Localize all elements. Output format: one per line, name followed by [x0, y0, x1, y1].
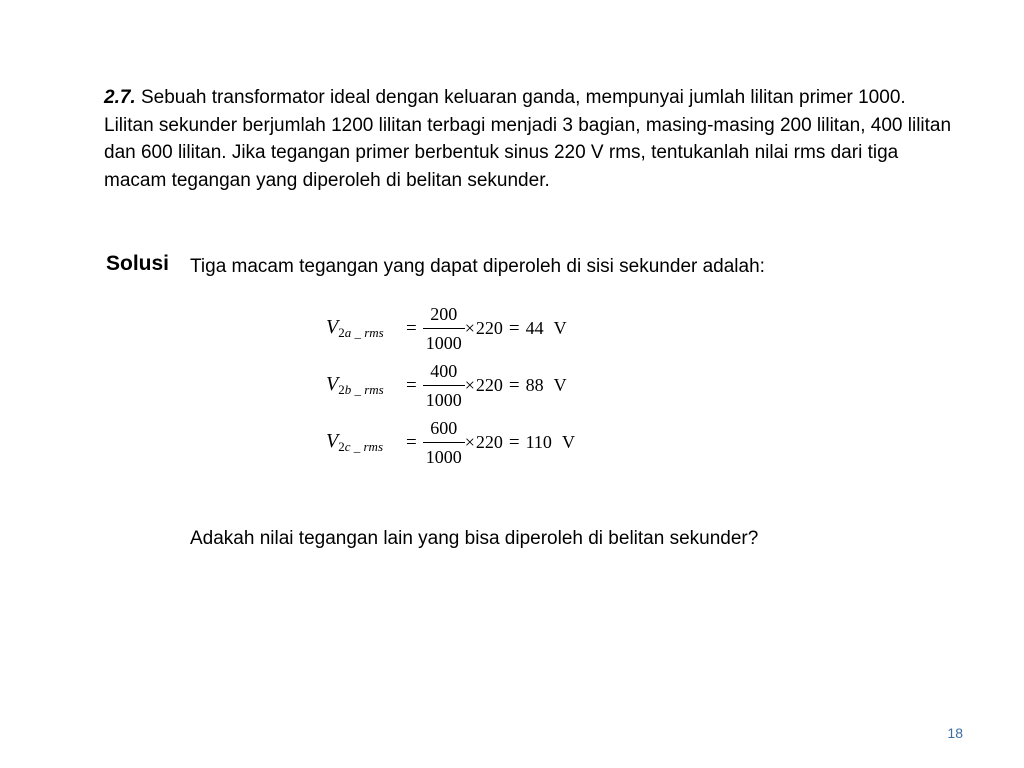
equals-sign: =: [406, 317, 417, 339]
equations-block: [326, 300, 575, 471]
problem-text: Sebuah transformator ideal dengan keluaran ganda, mempunyai jumlah lilitan primer 1000. Lilitan sekunder berjumlah 1200 lilitan terbagi menjadi 3 bagian, masing-masing 200 lilitan, 400 lilitan dan 600 lilitan. Jika tegangan primer berbentuk sinus 220 V rms, tentukanlah nilai rms dari tiga macam tegangan yang diperoleh di belitan sekunder.: [104, 87, 952, 191]
unit: V: [553, 318, 567, 338]
equation-c-fraction: [423, 416, 465, 469]
result: 44: [525, 318, 544, 338]
equals-sign: =: [508, 431, 520, 453]
equation-b-fraction: [423, 359, 465, 412]
equation-b: [326, 357, 575, 414]
times-sign: ×: [464, 375, 475, 395]
numerator: 600: [423, 416, 465, 443]
equals-sign: =: [406, 431, 417, 453]
times-sign: ×: [464, 432, 475, 452]
equation-c: [326, 414, 575, 471]
equation-a-lhs: $V_{2a \_ rms}$: [326, 316, 384, 340]
equals-sign: =: [406, 374, 417, 396]
denominator: 1000: [425, 447, 462, 467]
equation-b-lhs: $V_{2b \_ rms}$: [326, 373, 384, 397]
unit: V: [553, 375, 567, 395]
equation-a: [326, 300, 575, 357]
denominator: 1000: [425, 333, 462, 353]
factor: 220: [475, 432, 503, 452]
numerator: 400: [423, 359, 465, 386]
follow-up-question: Adakah nilai tegangan lain yang bisa diperoleh di belitan sekunder?: [190, 528, 759, 549]
result: 88: [525, 375, 544, 395]
factor: 220: [475, 375, 503, 395]
problem-statement: [104, 84, 954, 194]
equation-c-lhs: $V_{2c \_ rms}$: [326, 430, 384, 454]
equals-sign: =: [508, 374, 520, 396]
times-sign: ×: [464, 318, 475, 338]
numerator: 200: [423, 302, 465, 329]
solution-intro: Tiga macam tegangan yang dapat diperoleh di sisi sekunder adalah:: [190, 256, 765, 277]
equals-sign: =: [508, 317, 520, 339]
unit: V: [561, 432, 575, 452]
page-number: 18: [947, 725, 963, 741]
equation-a-fraction: [423, 302, 465, 355]
denominator: 1000: [425, 390, 462, 410]
solution-label: Solusi: [106, 252, 170, 275]
factor: 220: [475, 318, 503, 338]
problem-number: 2.7.: [104, 87, 136, 108]
result: 110: [525, 432, 552, 452]
